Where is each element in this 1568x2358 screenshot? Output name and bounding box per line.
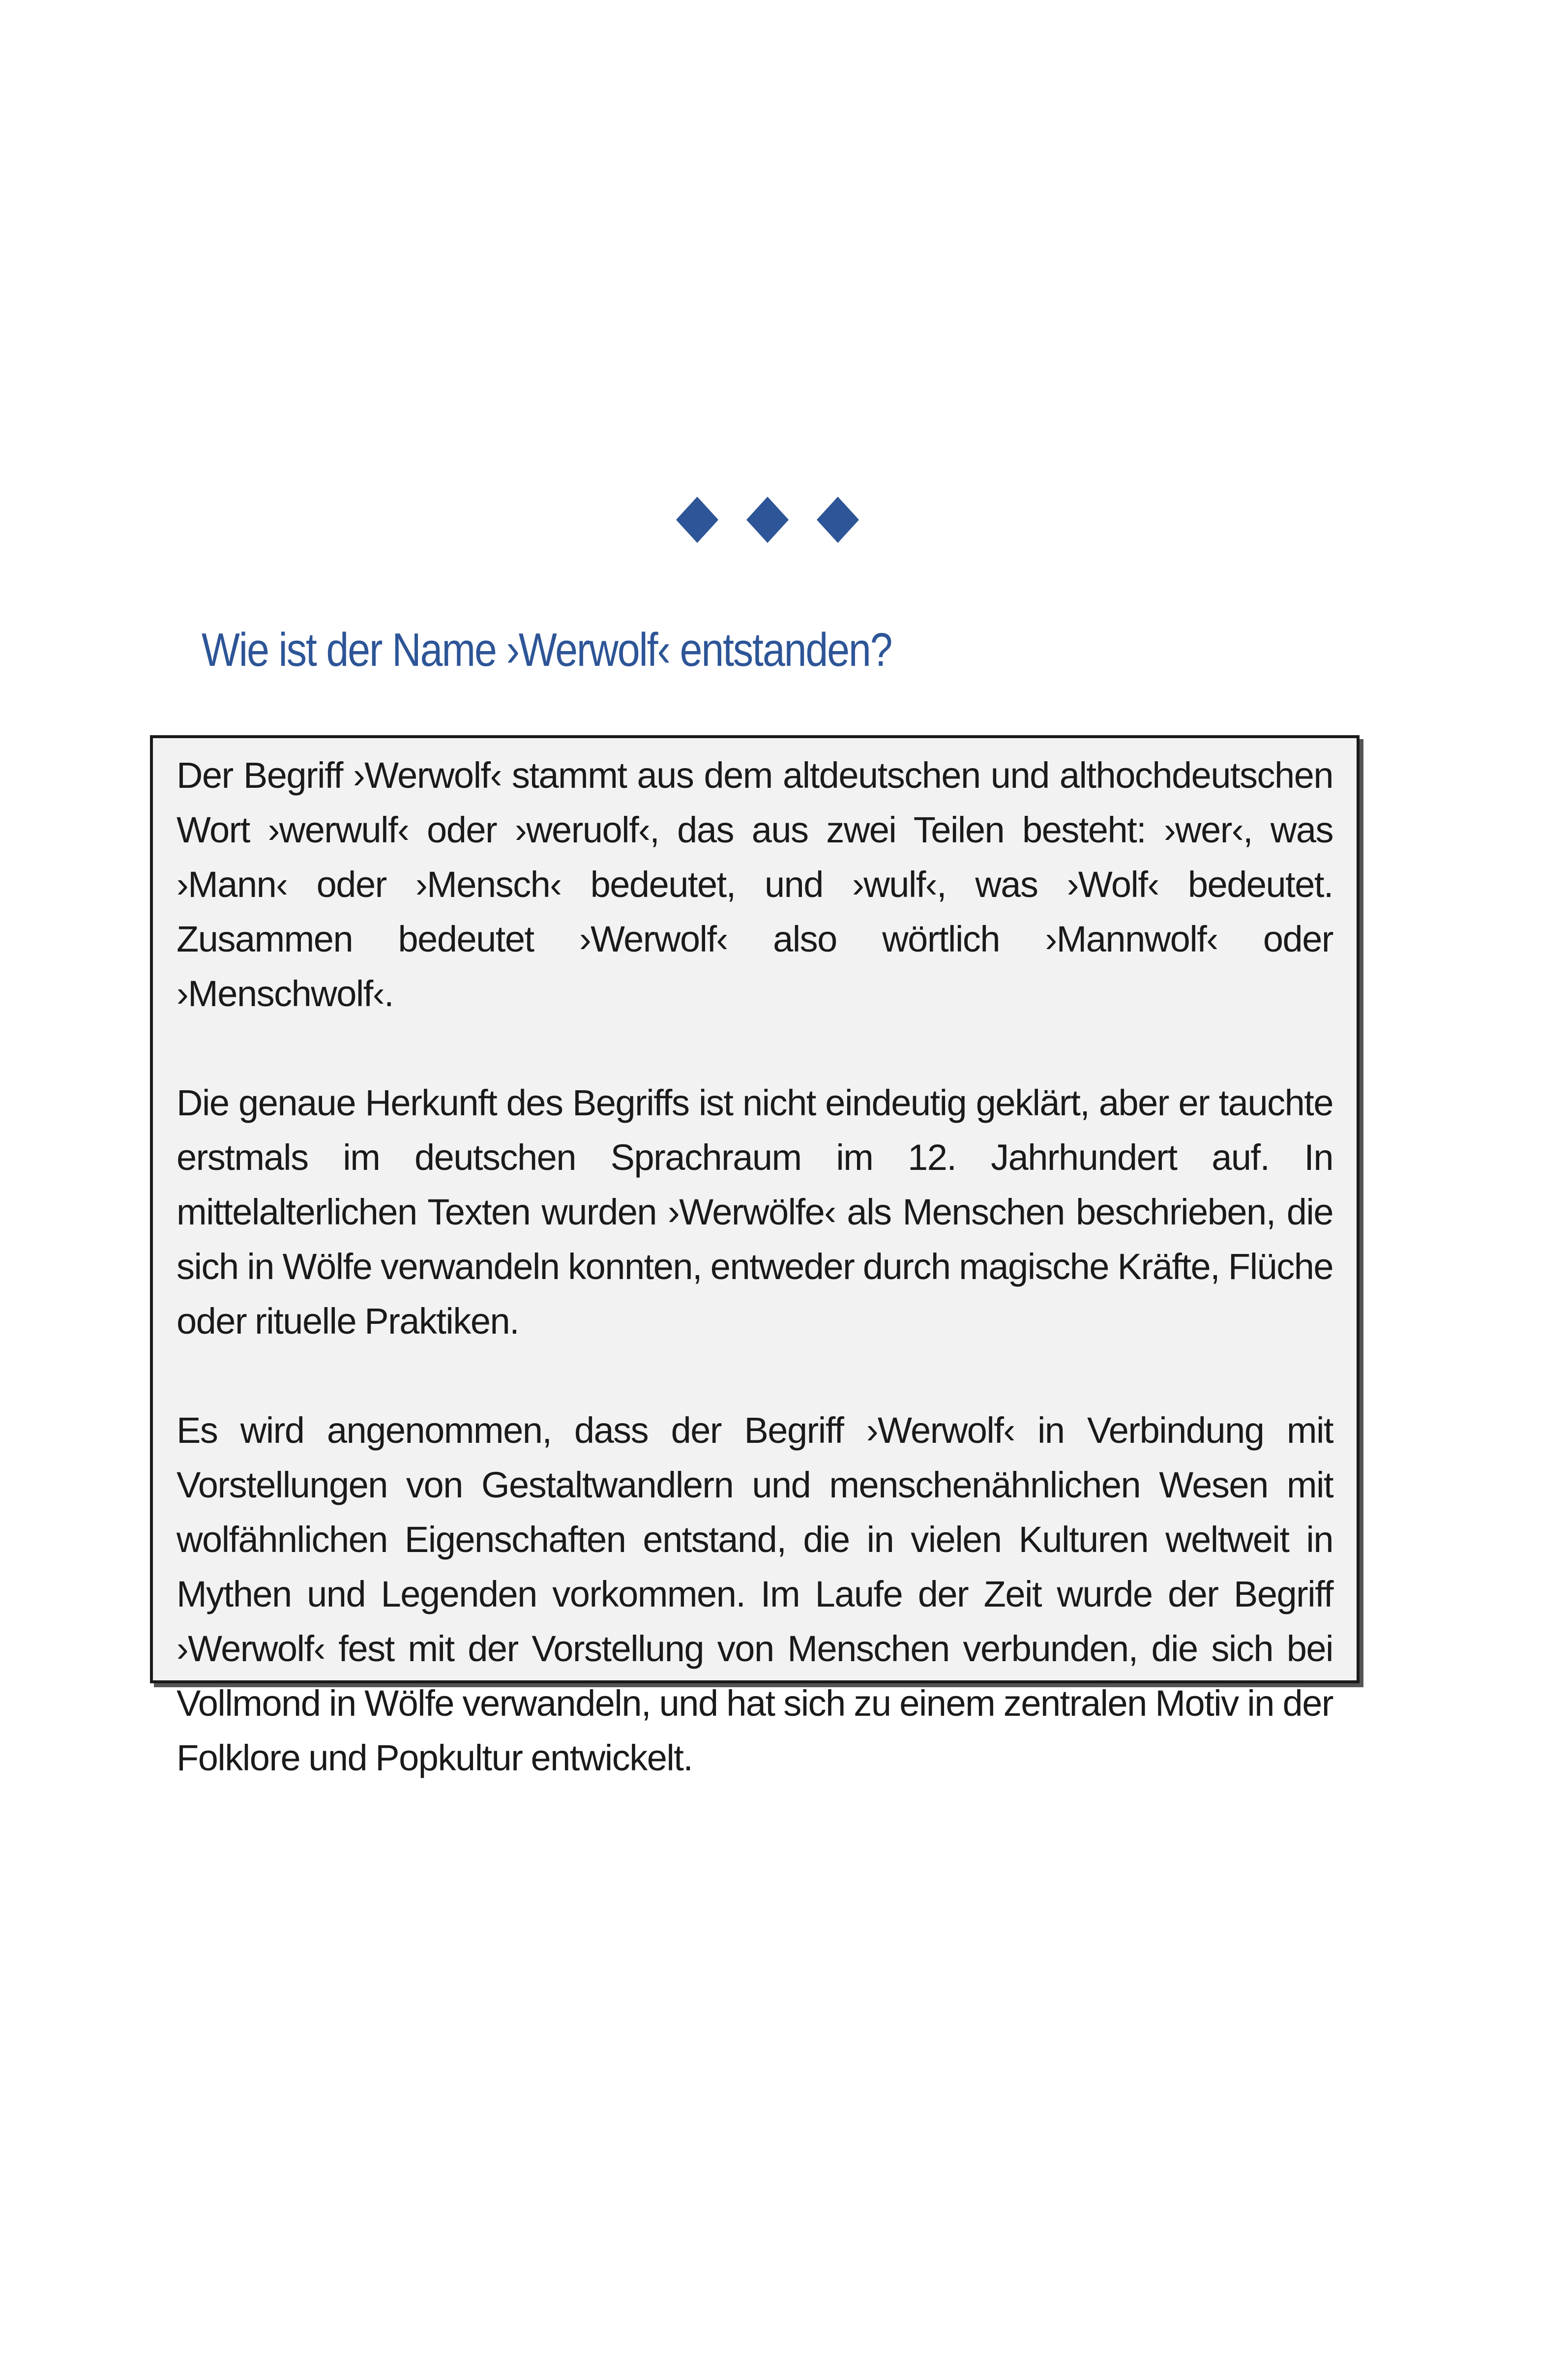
info-box xyxy=(150,735,1360,1778)
paragraph-3: Es wird angenommen, dass der Begriff ›Werwolf‹ in Verbindung mit Vorstellungen von Gestaltwandlern und menschenähnlichen Wesen mit wolfähnlichen Eigenschaften entstand, die in vielen Kulturen weltweit in Mythen und Legenden vorkommen. Im Laufe der Zeit wurde der Begriff ›Werwolf‹ fest mit der Vorstellung von Menschen verbunden, die sich bei Vollmond in Wölfe verwandeln, und hat sich zu einem zentralen Motiv in der Folklore und Popkultur entwickelt. xyxy=(177,1410,1333,1778)
diamond-icon xyxy=(817,497,859,543)
paragraph-1: Der Begriff ›Werwolf‹ stammt aus dem altdeutschen und althochdeutschen Wort ›werwulf‹ oder ›weruolf‹, das aus zwei Teilen besteht: ›wer‹, was ›Mann‹ oder ›Mensch‹ bedeutet, und ›wulf‹, was ›Wolf‹ bedeutet. Zusammen bedeutet ›Werwolf‹ also wörtlich ›Mannwolf‹ oder ›Menschwolf‹. xyxy=(177,755,1333,1014)
paragraph-2: Die genaue Herkunft des Begriffs ist nicht eindeutig geklärt, aber er tauchte erstmals im deutschen Sprachraum im 12. Jahrhundert auf. In mittelalterlichen Texten wurden ›Werwölfe‹ als Menschen beschrieben, die sich in Wölfe verwandeln konnten, entweder durch magische Kräfte, Flüche oder rituelle Praktiken. xyxy=(177,1082,1333,1342)
section-heading: Wie ist der Name ›Werwolf‹ entstanden? xyxy=(202,624,892,676)
diamond-icon xyxy=(746,497,789,543)
diamond-icon xyxy=(676,497,718,543)
diamond-ornament xyxy=(672,493,863,547)
